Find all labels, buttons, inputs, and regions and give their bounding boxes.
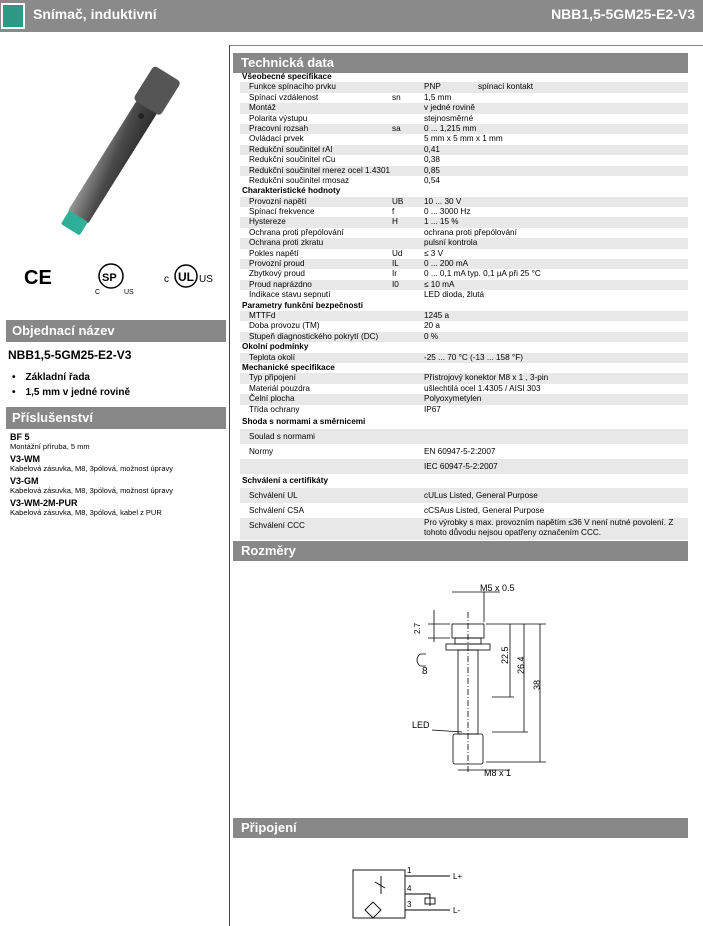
tech-group-header [240,363,688,373]
tech-row-value: 0 ... 200 mA [424,259,469,269]
tech-row-value: Pro výrobky s max. provozním napětím ≤36 V není nutné povolení. Z tohoto důvodu nejsou opatřeny označením CCC. [424,517,674,538]
tech-row-symbol: sn [392,92,401,102]
tech-group-label: Všeobecné specifikace [242,72,332,81]
tech-row [240,93,688,103]
tech-row-label: MTTFd [249,310,276,320]
tech-group-label: Schválení a certifikáty [242,475,329,485]
accessory-item [10,476,225,496]
tech-row-label: Čelní plocha [249,394,295,404]
svg-text:SP: SP [102,272,117,284]
tech-row-label: Soulad s normami [249,431,315,441]
tech-row [240,134,688,144]
ul-mark-icon [164,262,216,292]
tech-row [240,373,688,383]
tech-row-value: ušlechtilá ocel 1.4305 / AISI 303 [424,383,541,393]
tech-row [240,503,688,518]
tech-row-label: Redukční součinitel rCu [249,155,336,165]
svg-text:US: US [199,274,213,285]
tech-row-label: Schválení CSA [249,505,305,515]
tech-row-value: IEC 60947-5-2:2007 [424,461,498,471]
tech-row-value: 1 ... 15 % [424,217,459,227]
tech-row-symbol: Ud [392,248,403,258]
accessory-name: V3-WM [10,454,40,464]
tech-row-symbol: f [392,207,395,217]
tech-group-label: Okolní podmínky [242,342,309,352]
signal-label: L+ [453,872,463,881]
accessories-heading: Příslušenství [6,407,226,429]
tech-row [240,444,688,459]
tech-row [240,518,688,540]
dimensions-heading: Rozměry [233,541,688,561]
ce-mark-icon [24,262,56,292]
tech-row [240,384,688,394]
order-name: NBB1,5-5GM25-E2-V3 [8,348,132,362]
tech-row-value: 1245 a [424,310,450,320]
dim-26-4: 26.4 [516,656,526,674]
tech-row-value: 0 ... 1,215 mm [424,123,477,133]
tech-row [240,166,688,176]
svg-text:C: C [95,289,101,296]
tech-row-label: Třída ochrany [249,404,300,414]
tech-group-header [240,301,688,311]
tech-row [240,228,688,238]
accessory-item [10,432,225,452]
accessory-item [10,498,225,518]
tech-row-value: cULus Listed, General Purpose [424,490,538,500]
tech-row-label: Polarita výstupu [249,113,308,123]
tech-row [240,488,688,503]
tech-row-label: Teplota okolí [249,352,295,362]
tech-row-value: ≤ 3 V [424,248,444,258]
dim-2-7: 2.7 [413,622,422,634]
tech-data-heading: Technická data [233,53,688,73]
tech-group-header [240,186,688,196]
tech-row [240,155,688,165]
tech-row-value: PNP [424,82,441,92]
product-model-code: NBB1,5-5GM25-E2-V3 [551,6,695,22]
dim-38: 38 [532,679,542,690]
tech-row-label: Pokles napětí [249,248,299,258]
product-photo [20,50,220,250]
connection-heading: Připojení [233,818,688,838]
accessory-desc: Kabelová zásuvka, M8, 3pólová, možnost úpravy [10,464,174,473]
dim-thread-top: M5 x 0.5 [480,583,515,593]
csa-mark-icon [94,262,138,296]
pin-label: 3 [407,900,412,909]
tech-row-value: 0,85 [424,165,440,175]
tech-row-label: Stupeň diagnostického pokrytí (DC) [249,331,379,341]
tech-row [240,114,688,124]
tech-row [240,259,688,269]
tech-row-label: Provozní napětí [249,196,307,206]
tech-row [240,290,688,300]
accessory-desc: Montážní příruba, 5 mm [10,442,90,451]
feature-item: • 1,5 mm v jedné rovině [12,385,130,400]
tech-row [240,459,688,474]
tech-row-value: pulsní kontrola [424,238,478,248]
tech-row-symbol: UB [392,196,404,206]
tech-row-label: Zbytkový proud [249,269,305,279]
tech-row [240,124,688,134]
tech-row-symbol: sa [392,123,401,133]
tech-row-label: Hystereze [249,217,286,227]
pin-label: 4 [407,884,412,893]
tech-row [240,207,688,217]
tech-row-value: 1,5 mm [424,92,452,102]
tech-row [240,353,688,363]
tech-row-label: Pracovní rozsah [249,123,309,133]
column-divider [229,45,230,926]
svg-text:CE: CE [24,267,52,289]
tech-row-symbol: IL [392,259,399,269]
tech-row-label: Montáž [249,103,276,113]
tech-row-value: 5 mm x 5 mm x 1 mm [424,134,503,144]
tech-group-header [240,415,688,429]
tech-group-label: Shoda s normami a směrnicemi [242,416,366,426]
connection-diagram [345,862,475,922]
tech-row-value: 20 a [424,321,440,331]
tech-row-value: 10 ... 30 V [424,196,462,206]
tech-row-value: 0 ... 0,1 mA typ. 0,1 µA při 25 °C [424,269,541,279]
tech-row-label: Spínací frekvence [249,207,315,217]
dim-led-label: LED [412,720,430,730]
tech-row [240,321,688,331]
tech-row-symbol: Ir [392,269,398,279]
tech-row-label: Ochrana proti přepólování [249,227,344,237]
tech-row-value: stejnosměrné [424,113,474,123]
tech-row-value: -25 ... 70 °C (-13 ... 158 °F) [424,352,523,362]
tech-row-label: Redukční součinitel rAl [249,144,333,154]
feature-item: • Základní řada [12,370,130,385]
tech-row [240,280,688,290]
header-divider [230,45,703,46]
tech-row [240,269,688,279]
tech-row-label: Redukční součinitel rnerez ocel 1.4301 [249,165,391,175]
header-bar [0,0,703,32]
logo-icon [1,3,25,29]
tech-row-value: EN 60947-5-2:2007 [424,446,496,456]
tech-data-table [240,72,688,540]
tech-row [240,311,688,321]
svg-text:UL: UL [178,270,194,284]
tech-row [240,429,688,444]
tech-row-value: LED dioda, žlutá [424,290,485,300]
accessory-name: V3-WM-2M-PUR [10,498,78,508]
tech-row-label: Spínací vzdálenost [249,92,319,102]
tech-row-label: Normy [249,446,274,456]
pin-label: 1 [407,866,412,875]
dim-thread-bottom: M8 x 1 [484,768,512,778]
tech-row-symbol: H [392,217,398,227]
tech-group-label: Mechanické specifikace [242,362,335,372]
tech-row-value: ≤ 10 mA [424,279,455,289]
tech-row [240,405,688,415]
tech-row [240,197,688,207]
accessory-name: V3-GM [10,476,39,486]
accessory-desc: Kabelová zásuvka, M8, 3pólová, možnost úpravy [10,486,174,495]
accessory-item [10,454,225,474]
tech-group-header [240,72,688,82]
tech-row [240,249,688,259]
tech-row-value: 0,41 [424,144,440,154]
tech-row-value: 0,54 [424,175,440,185]
tech-row-label: Ochrana proti zkratu [249,238,324,248]
tech-row-label: Materiál pouzdra [249,383,310,393]
tech-row-label: Funkce spínacího prvku [249,82,336,92]
tech-row [240,103,688,113]
svg-text:US: US [124,289,134,296]
tech-row [240,217,688,227]
tech-row-value: 0 % [424,331,439,341]
accessories-list [10,432,225,520]
order-name-heading: Objednací název [6,320,226,342]
tech-row-label: Ovládací prvek [249,134,304,144]
tech-row [240,176,688,186]
tech-row-label: Indikace stavu sepnutí [249,290,331,300]
dim-wrench-size: 8 [422,666,428,677]
signal-label: L- [453,906,461,915]
dim-22-5: 22.5 [500,646,510,664]
accessory-name: BF 5 [10,432,30,442]
tech-row [240,82,688,92]
tech-row-label: Provozní proud [249,259,305,269]
tech-row-value: ochrana proti přepólování [424,227,517,237]
dimension-drawing [400,582,560,782]
tech-group-header [240,342,688,352]
tech-row [240,145,688,155]
tech-row-value: IP67 [424,404,441,414]
product-type-title: Snímač, induktivní [33,6,157,22]
tech-row-value: cCSAus Listed, General Purpose [424,505,545,515]
tech-row-label: Proud naprázdno [249,279,312,289]
tech-row-value: Polyoxymetylen [424,394,482,404]
accessory-desc: Kabelová zásuvka, M8, 3pólová, kabel z PUR [10,508,162,517]
tech-row-value: 0,38 [424,155,440,165]
tech-row-label: Redukční součinitel rmosaz [249,175,350,185]
tech-row [240,238,688,248]
tech-group-label: Charakteristické hodnoty [242,186,341,196]
tech-row-symbol: I0 [392,279,399,289]
tech-row-value: Přístrojový konektor M8 x 1 , 3-pin [424,373,549,383]
tech-row-label: Typ připojení [249,373,296,383]
tech-row-value: v jedné rovině [424,103,475,113]
tech-group-header [240,474,688,488]
feature-list [12,370,130,400]
tech-group-label: Parametry funkční bezpečnosti [242,300,364,310]
tech-row-label: Schválení UL [249,490,298,500]
tech-row-label: Schválení CCC [249,520,305,530]
tech-row-extra: spínací kontakt [478,82,534,92]
tech-row [240,394,688,404]
svg-text:c: c [164,274,169,285]
tech-row-value: 0 ... 3000 Hz [424,207,471,217]
tech-row-label: Doba provozu (TM) [249,321,320,331]
tech-row [240,332,688,342]
